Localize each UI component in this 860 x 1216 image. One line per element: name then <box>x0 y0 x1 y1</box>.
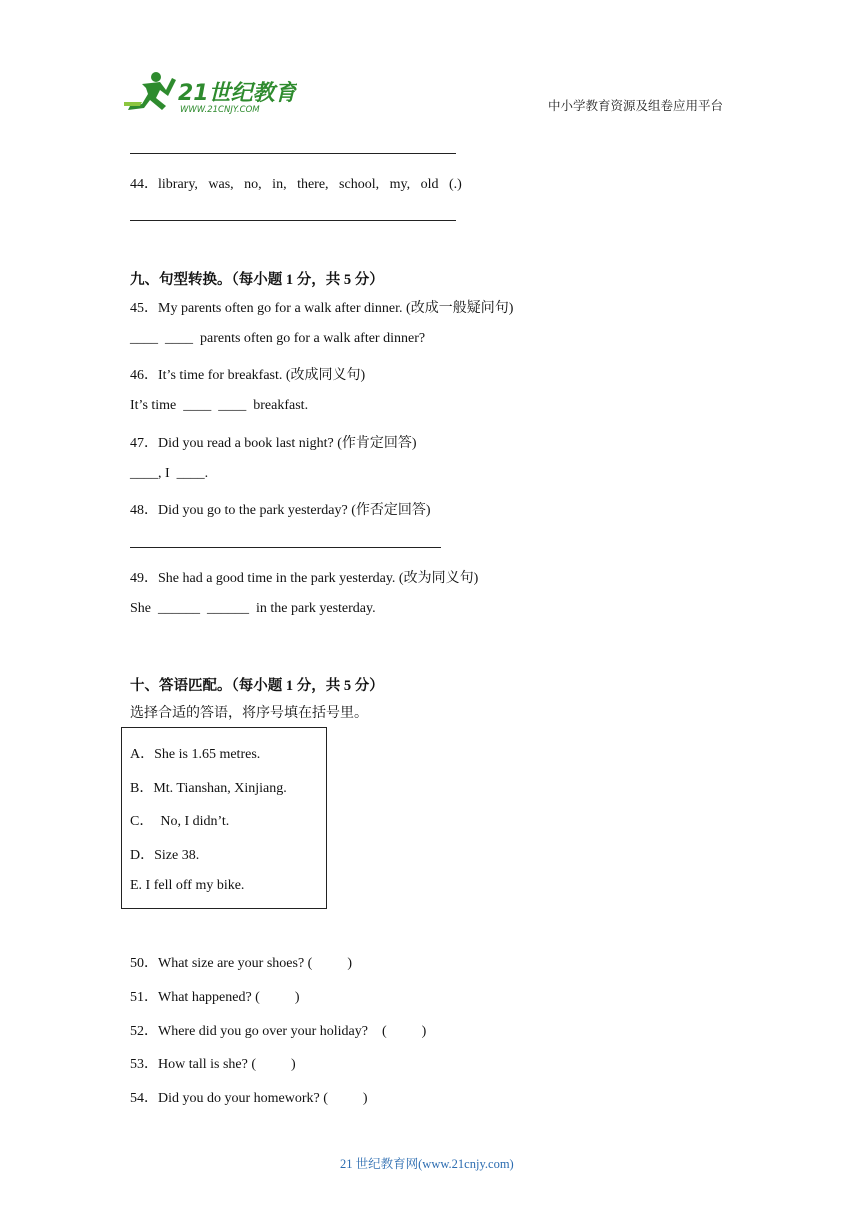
option-b: B．Mt. Tianshan, Xinjiang. <box>130 781 287 796</box>
question-54: 54．Did you do your homework? ( ) <box>130 1091 368 1106</box>
question-44: 44．library, was, no, in, there, school, my, old (.) <box>130 177 462 192</box>
option-e: E. I fell off my bike. <box>130 878 245 893</box>
question-47: 47．Did you read a book last night? (作肯定回答) <box>130 436 417 451</box>
brand-logo <box>122 68 297 116</box>
option-c: C． No, I didn’t. <box>130 814 230 829</box>
answer-46: It’s time ____ ____ breakfast. <box>130 398 309 413</box>
logo-main-text: 21世纪教育 <box>178 81 297 106</box>
answer-line-43 <box>130 153 456 154</box>
answer-45: ____ ____ parents often go for a walk after dinner? <box>130 331 426 346</box>
question-52: 52．Where did you go over your holiday? ( ) <box>130 1024 427 1039</box>
question-51: 51．What happened? ( ) <box>130 990 300 1005</box>
question-48: 48．Did you go to the park yesterday? (作否定回答) <box>130 503 431 518</box>
answer-line-44 <box>130 220 456 221</box>
question-53: 53．How tall is she? ( ) <box>130 1057 296 1072</box>
answer-47: ____, I ____. <box>130 466 209 481</box>
logo-url-text: WWW.21CNJY.COM <box>180 105 260 115</box>
question-50: 50．What size are your shoes? ( ) <box>130 956 352 971</box>
section-10-instruction: 选择合适的答语，将序号填在括号里。 <box>130 706 368 721</box>
answer-49: She ______ ______ in the park yesterday. <box>130 601 376 616</box>
runner-icon <box>124 72 176 110</box>
question-49: 49．She had a good time in the park yesterday. (改为同义句) <box>130 571 479 586</box>
platform-tagline: 中小学教育资源及组卷应用平台 <box>548 99 724 113</box>
option-a: A．She is 1.65 metres. <box>130 747 261 762</box>
section-10-title: 十、答语匹配。（每小题 1 分，共 5 分） <box>130 678 384 694</box>
footer-link[interactable]: 21 世纪教育网(www.21cnjy.com) <box>340 1157 514 1171</box>
question-45: 45．My parents often go for a walk after dinner. (改成一般疑问句) <box>130 301 514 316</box>
section-9-title: 九、句型转换。（每小题 1 分，共 5 分） <box>130 272 384 288</box>
question-46: 46．It’s time for breakfast. (改成同义句) <box>130 368 366 383</box>
option-d: D．Size 38. <box>130 848 200 863</box>
answer-line-48 <box>130 547 441 548</box>
